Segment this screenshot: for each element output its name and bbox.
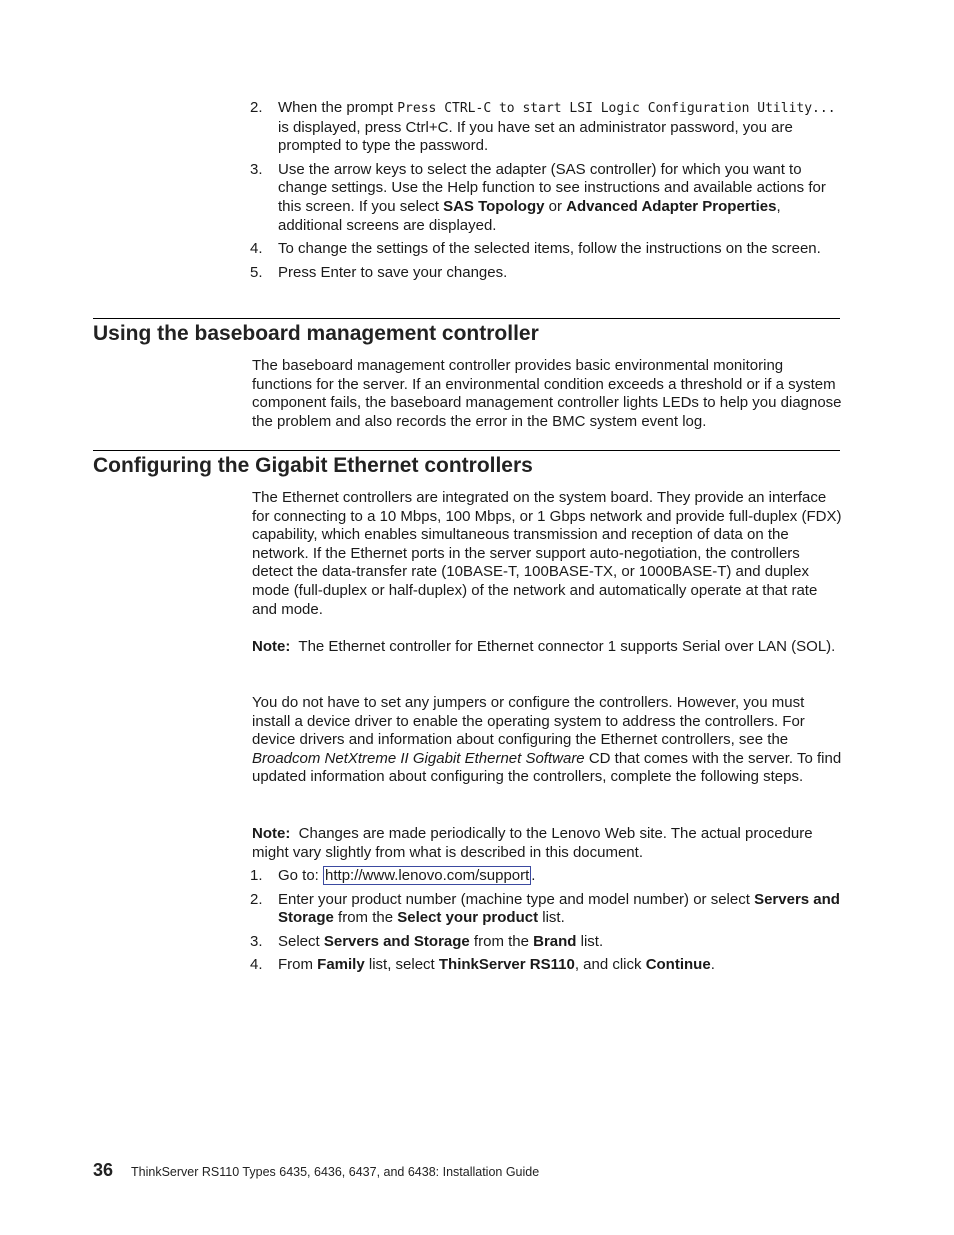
list-item: 4. From Family list, select ThinkServer RS110, and click Continue. <box>250 956 715 974</box>
note-sol: Note: The Ethernet controller for Ethernet connector 1 supports Serial over LAN (SOL). <box>252 638 836 655</box>
list-item: 5. Press Enter to save your changes. <box>250 263 508 281</box>
lenovo-support-steps <box>250 867 842 975</box>
bmc-paragraph: The baseboard management controller provides basic environmental monitoring functions for the server. If an environmental condition exceeds a threshold or if a system component fails, the baseboard management controller lights LEDs to help you diagnose the problem and also records the error in the BMC system event log. <box>252 357 842 430</box>
step-number: 2. <box>250 99 263 116</box>
section-divider <box>93 318 840 319</box>
step-number: 2. <box>250 890 263 908</box>
list-item: 4. To change the settings of the selected items, follow the instructions on the screen. <box>250 240 821 258</box>
list-item: 2. When the prompt Press CTRL-C to start LSI Logic Configuration Utility... is displayed, press Ctrl+C. If you have set an administrator password, you are prompted to type the password. <box>250 99 836 155</box>
term-family: Family <box>317 956 365 974</box>
step-number: 3. <box>250 932 263 950</box>
step-number: 1. <box>250 867 263 884</box>
step-number: 4. <box>250 956 263 974</box>
term-select-your-product: Select your product <box>397 909 539 927</box>
driver-paragraph: You do not have to set any jumpers or configure the controllers. However, you must install a device driver to enable the operating system to address the controllers. For device drivers and information about configuring the Ethernet controllers, see the Broadcom NetXtreme II Gigabit Ethernet Software CD that comes with the server. To find updated information about configuring the controllers, complete the following steps. <box>252 694 842 786</box>
term-advanced-adapter-properties: Advanced Adapter Properties <box>566 197 777 215</box>
term-thinkserver-rs110: ThinkServer RS110 <box>438 956 575 974</box>
step-number: 5. <box>250 263 263 281</box>
list-item: 2. Enter your product number (machine type and model number) or select Servers and Storage from the Select your product list. <box>250 890 840 927</box>
software-cd-title: Broadcom NetXtreme II Gigabit Ethernet Software <box>252 749 585 767</box>
section-divider <box>93 450 840 451</box>
step-number: 4. <box>250 240 263 258</box>
footer-title: ThinkServer RS110 Types 6435, 6436, 6437, and 6438: Installation Guide <box>131 1165 540 1179</box>
prompt-code: Press CTRL-C to start LSI Logic Configuration Utility... <box>397 101 836 116</box>
term-sas-topology: SAS Topology <box>443 197 545 215</box>
page-number: 36 <box>93 1160 114 1180</box>
note-website: Note: Changes are made periodically to the Lenovo Web site. The actual procedure might vary slightly from what is described in this document. <box>252 825 813 861</box>
list-item: 3. Use the arrow keys to select the adapter (SAS controller) for which you want to change settings. Use the Help function to see instructions and available actions for this screen. If you select SAS Topology or Advanced Adapter Properties, additional screens are displayed. <box>250 160 826 234</box>
term-brand: Brand <box>533 932 577 950</box>
list-item: 1. Go to: http://www.lenovo.com/support . <box>250 867 536 884</box>
page-footer <box>93 1160 539 1184</box>
term-servers-and-storage: Servers and Storage <box>323 932 470 950</box>
term-servers-and-storage: Servers and Storage <box>278 890 840 927</box>
section-heading-bmc: Using the baseboard management controller <box>93 322 539 345</box>
term-continue: Continue <box>645 956 711 974</box>
lsi-config-steps <box>250 99 842 282</box>
list-item: 3. Select Servers and Storage from the Brand list. <box>250 932 604 950</box>
section-heading-ethernet: Configuring the Gigabit Ethernet controllers <box>93 454 533 477</box>
note-label: Note: <box>252 825 291 842</box>
note-label: Note: <box>252 638 291 655</box>
step-number: 3. <box>250 160 263 178</box>
ethernet-intro-paragraph: The Ethernet controllers are integrated on the system board. They provide an interface for connecting to a 10 Mbps, 100 Mbps, or 1 Gbps network and provide full-duplex (FDX) capability, which enables simultaneous transmission and reception of data on the network. If the Ethernet ports in the server support auto-negotiation, the controllers detect the data-transfer rate (10BASE-T, 100BASE-TX, or 1000BASE-T) and duplex mode (full-duplex or half-duplex) of the network and automatically operate at that rate and mode. <box>252 489 842 618</box>
lenovo-support-link[interactable]: http://www.lenovo.com/support <box>325 867 530 884</box>
